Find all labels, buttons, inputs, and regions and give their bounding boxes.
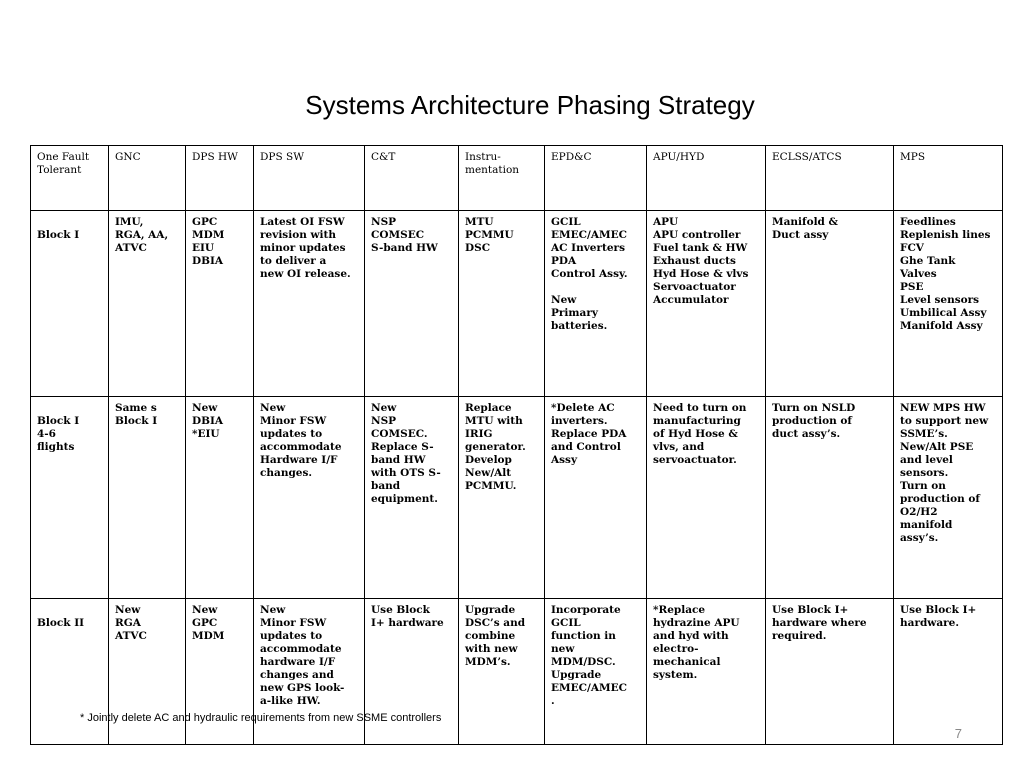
header-cell: Instru- mentation bbox=[459, 146, 545, 211]
table-cell: Latest OI FSW revision with minor updates to deliver a new OI release. bbox=[254, 211, 365, 397]
table-cell: New NSP COMSEC. Replace S- band HW with OTS S- band equipment. bbox=[365, 397, 459, 599]
table-cell: Need to turn on manufacturing of Hyd Hose & vlvs, and servoactuator. bbox=[647, 397, 766, 599]
table-cell: GCIL EMEC/AMEC AC Inverters PDA Control Assy. New Primary batteries. bbox=[545, 211, 647, 397]
table-cell: APU APU controller Fuel tank & HW Exhaust ducts Hyd Hose & vlvs Servoactuator Accumulator bbox=[647, 211, 766, 397]
row-label: Block I 4-6 flights bbox=[31, 397, 109, 599]
header-row bbox=[31, 146, 1003, 211]
table-cell: *Replace hydrazine APU and hyd with electro- mechanical system. bbox=[647, 599, 766, 745]
footnote: * Jointly delete AC and hydraulic requirements from new SSME controllers bbox=[80, 712, 442, 724]
table-cell: *Delete AC inverters. Replace PDA and Control Assy bbox=[545, 397, 647, 599]
header-cell: GNC bbox=[109, 146, 186, 211]
header-cell: ECLSS/ATCS bbox=[766, 146, 894, 211]
table-cell: NEW MPS HW to support new SSME’s. New/Alt PSE and level sensors. Turn on production of O2/H2 manifold assy’s. bbox=[894, 397, 1003, 599]
table-cell: Use Block I+ hardware. bbox=[894, 599, 1003, 745]
slide-title: Systems Architecture Phasing Strategy bbox=[305, 90, 755, 120]
table-cell: Feedlines Replenish lines FCV Ghe Tank Valves PSE Level sensors Umbilical Assy Manifold Assy bbox=[894, 211, 1003, 397]
header-cell: C&T bbox=[365, 146, 459, 211]
table-cell: Use Block I+ hardware where required. bbox=[766, 599, 894, 745]
table-row-block-i-4-6-flights bbox=[31, 397, 1003, 599]
header-cell: MPS bbox=[894, 146, 1003, 211]
header-cell: DPS HW bbox=[186, 146, 254, 211]
page-number: 7 bbox=[954, 726, 962, 741]
table-cell: New GPC MDM bbox=[186, 599, 254, 745]
table-cell: New DBIA *EIU bbox=[186, 397, 254, 599]
row-label: Block II bbox=[31, 599, 109, 745]
phasing-table bbox=[30, 145, 1003, 745]
table-cell: NSP COMSEC S-band HW bbox=[365, 211, 459, 397]
table-cell: Same s Block I bbox=[109, 397, 186, 599]
table-cell: Upgrade DSC’s and combine with new MDM’s. bbox=[459, 599, 545, 745]
table-cell: Manifold & Duct assy bbox=[766, 211, 894, 397]
table-cell: GPC MDM EIU DBIA bbox=[186, 211, 254, 397]
table-cell: New RGA ATVC bbox=[109, 599, 186, 745]
table-row-block-i bbox=[31, 211, 1003, 397]
header-cell: APU/HYD bbox=[647, 146, 766, 211]
table-cell: MTU PCMMU DSC bbox=[459, 211, 545, 397]
header-cell: EPD&C bbox=[545, 146, 647, 211]
table-cell: New Minor FSW updates to accommodate hardware I/F changes and new GPS look- a-like HW. bbox=[254, 599, 365, 745]
table-cell: Replace MTU with IRIG generator. Develop New/Alt PCMMU. bbox=[459, 397, 545, 599]
table-cell: Use Block I+ hardware bbox=[365, 599, 459, 745]
row-label: Block I bbox=[31, 211, 109, 397]
header-cell: DPS SW bbox=[254, 146, 365, 211]
table-cell: Turn on NSLD production of duct assy’s. bbox=[766, 397, 894, 599]
table-cell: Incorporate GCIL function in new MDM/DSC. Upgrade EMEC/AMEC . bbox=[545, 599, 647, 745]
table-cell: IMU, RGA, AA, ATVC bbox=[109, 211, 186, 397]
header-cell: One Fault Tolerant bbox=[31, 146, 109, 211]
table-cell: New Minor FSW updates to accommodate Hardware I/F changes. bbox=[254, 397, 365, 599]
